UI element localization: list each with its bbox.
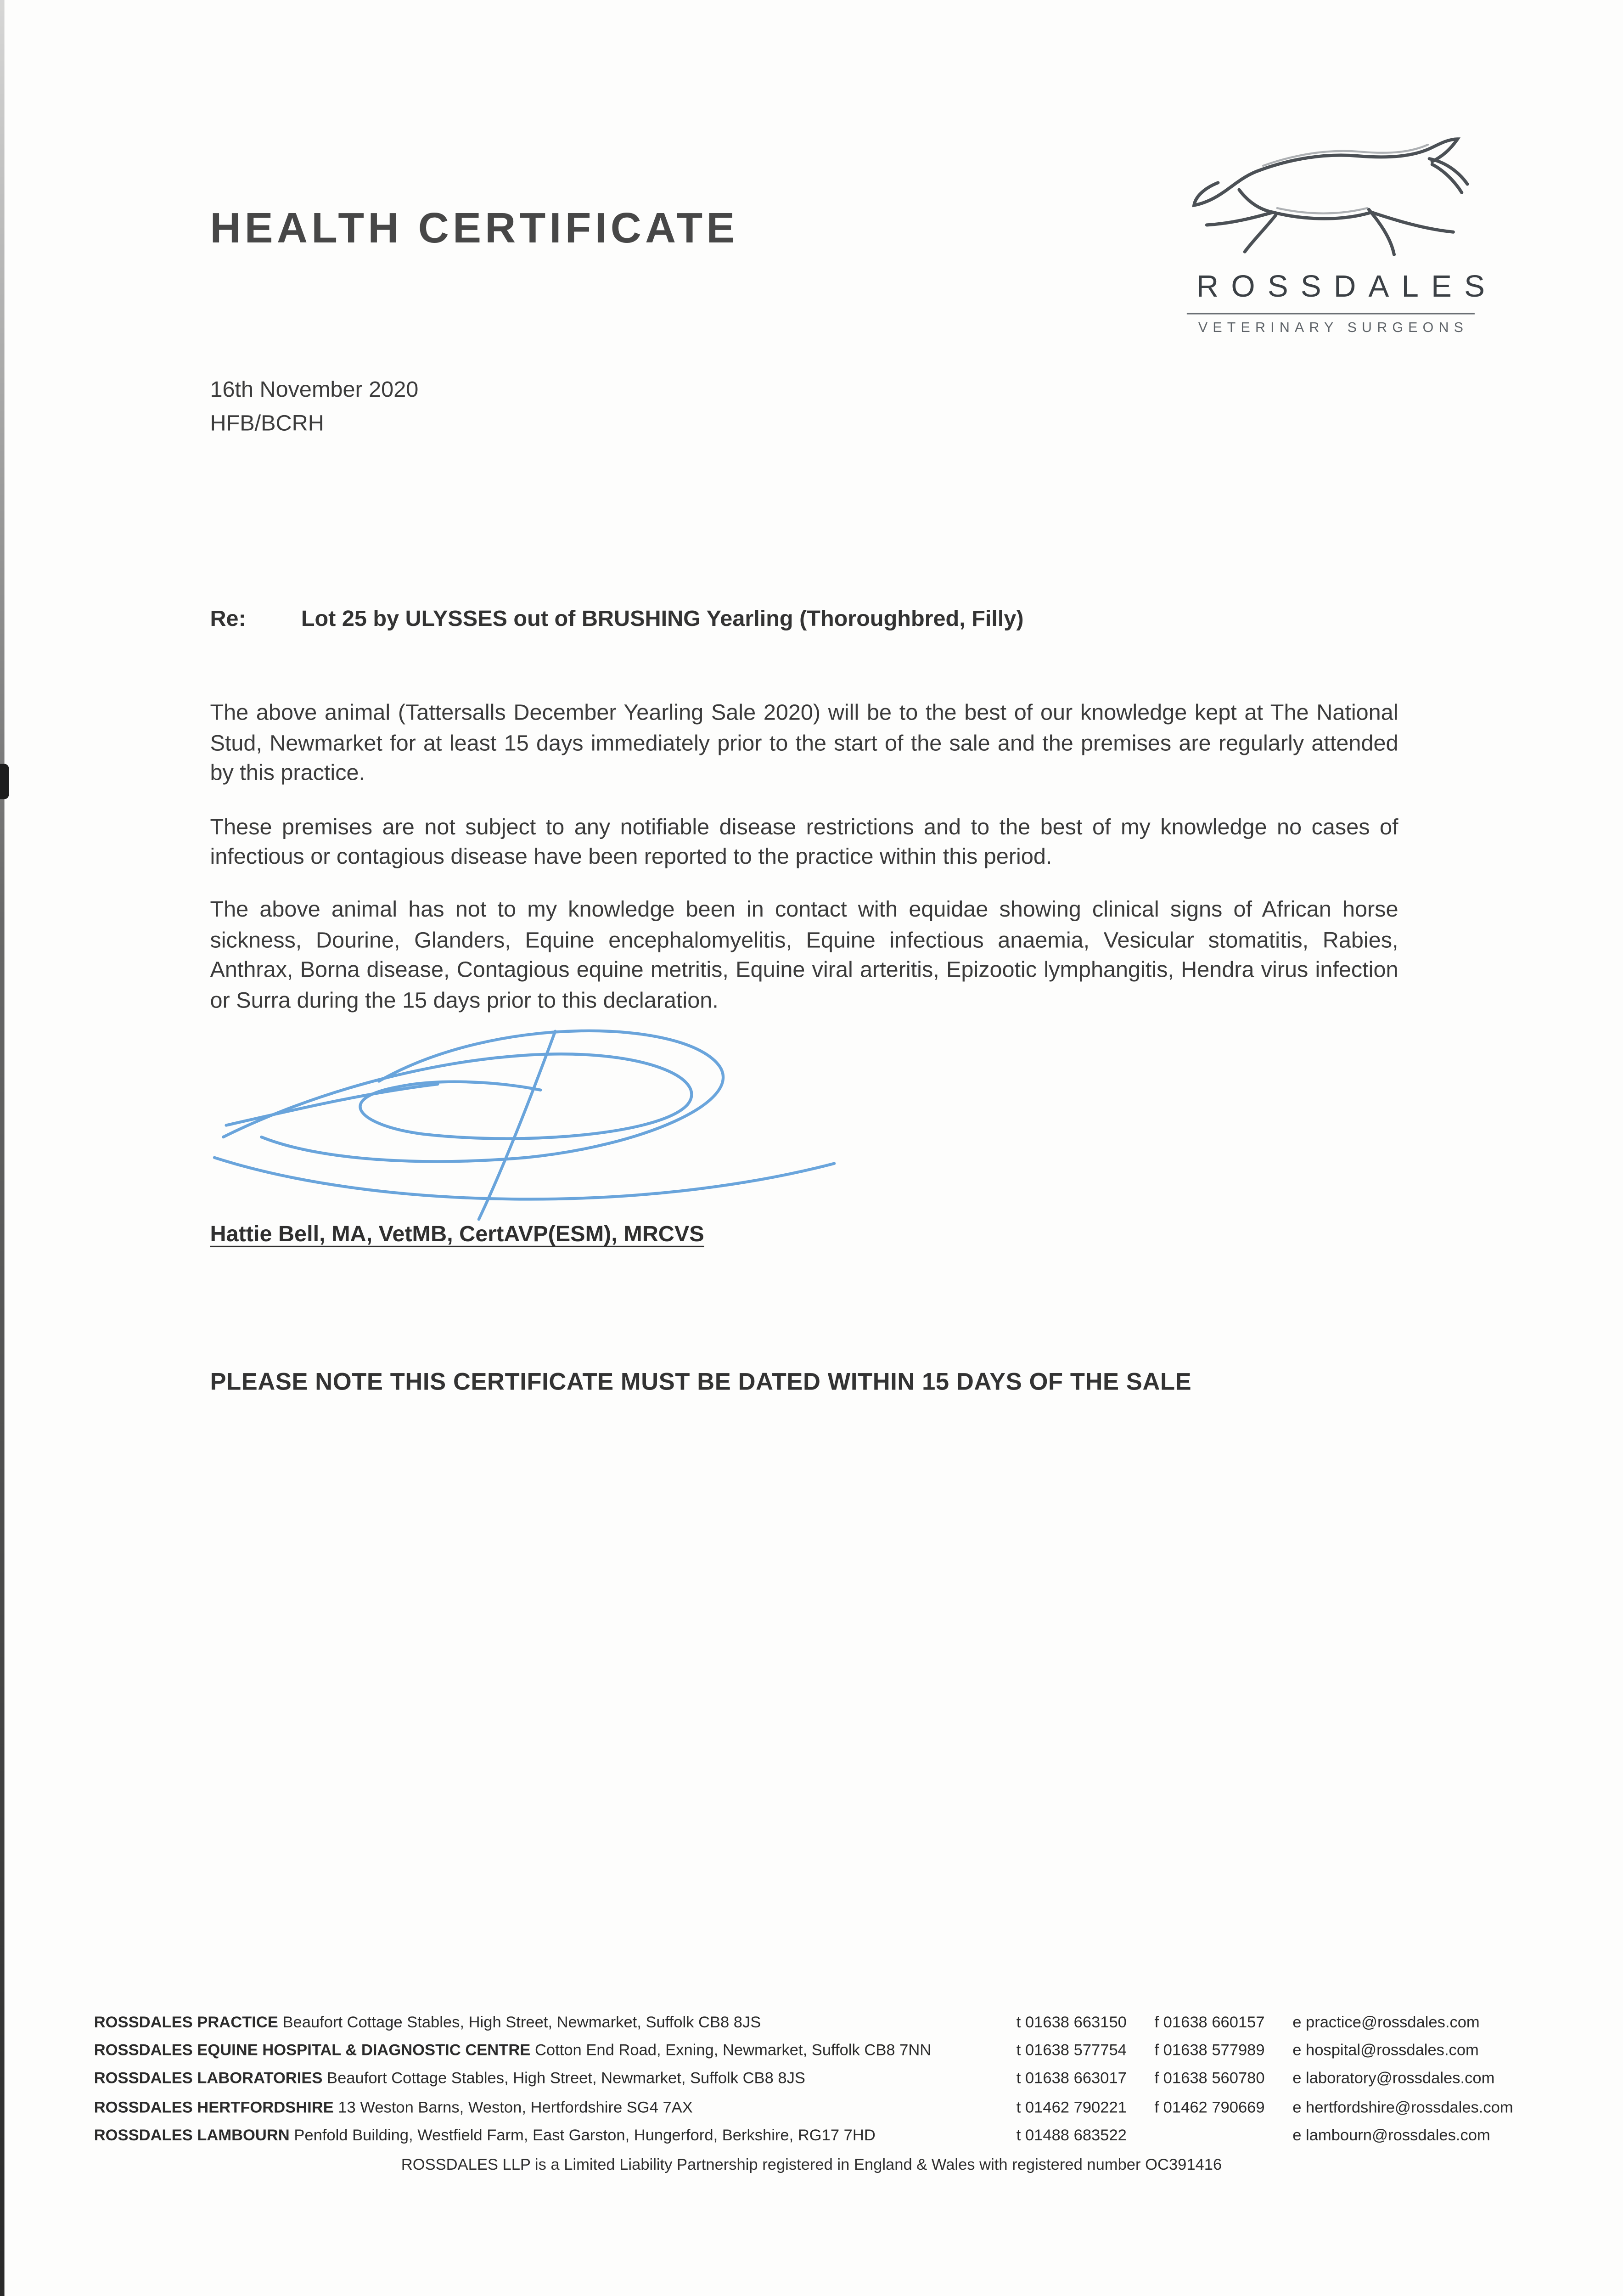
office-email: e hertfordshire@rossdales.com — [1292, 2099, 1513, 2116]
letterhead-footer — [94, 2009, 1533, 2150]
footer-office-row — [94, 2038, 1533, 2066]
footer-office-row — [94, 2066, 1533, 2094]
scan-ink-blob — [0, 764, 9, 799]
letter-body — [210, 605, 1398, 1040]
body-paragraph: These premises are not subject to any notifiable disease restrictions and to the best of my knowledge no cases of infectious or contagious disease have been reported to the practice within this period. — [210, 815, 1398, 870]
office-name: ROSSDALES PRACTICE — [94, 2014, 278, 2032]
office-telephone: t 01638 663017 — [1016, 2070, 1127, 2088]
letter-date: 16th November 2020 — [210, 377, 419, 403]
office-name: ROSSDALES HERTFORDSHIRE — [94, 2099, 334, 2116]
office-telephone: t 01638 663150 — [1016, 2014, 1127, 2032]
re-label: Re: — [210, 607, 246, 632]
logo-tagline: VETERINARY SURGEONS — [1198, 320, 1469, 337]
re-subject: Lot 25 by ULYSSES out of BRUSHING Yearling (Thoroughbred, Filly) — [301, 607, 1024, 632]
footer-office-row — [94, 2094, 1533, 2122]
handwritten-signature — [202, 1019, 860, 1228]
office-name: ROSSDALES LABORATORIES — [94, 2070, 323, 2088]
office-fax: f 01462 790669 — [1154, 2099, 1265, 2116]
office-address: Penfold Building, Westfield Farm, East Garston, Hungerford, Berkshire, RG17 7HD — [294, 2127, 876, 2145]
office-email: e lambourn@rossdales.com — [1292, 2127, 1490, 2145]
office-fax: f 01638 560780 — [1154, 2070, 1265, 2088]
office-email: e practice@rossdales.com — [1292, 2014, 1480, 2032]
rossdales-logo — [1184, 126, 1498, 337]
logo-divider — [1187, 313, 1475, 314]
office-address: Cotton End Road, Exning, Newmarket, Suffolk CB8 7NN — [534, 2042, 932, 2060]
office-email: e hospital@rossdales.com — [1292, 2042, 1479, 2060]
llp-registration-line: ROSSDALES LLP is a Limited Liability Partnership registered in England & Wales with registered number OC391416 — [401, 2156, 1222, 2174]
office-fax — [1154, 2122, 1292, 2150]
office-fax: f 01638 660157 — [1154, 2014, 1265, 2032]
signatory-name: Hattie Bell, MA, VetMB, CertAVP(ESM), MRCVS — [210, 1222, 704, 1248]
dating-notice: PLEASE NOTE THIS CERTIFICATE MUST BE DATED WITHIN 15 DAYS OF THE SALE — [210, 1369, 1192, 1396]
office-address: 13 Weston Barns, Weston, Hertfordshire SG4 7AX — [338, 2099, 693, 2116]
office-address: Beaufort Cottage Stables, High Street, Newmarket, Suffolk CB8 8JS — [327, 2070, 805, 2088]
footer-office-row — [94, 2009, 1533, 2037]
office-telephone: t 01638 577754 — [1016, 2042, 1127, 2060]
office-fax: f 01638 577989 — [1154, 2042, 1265, 2060]
office-telephone: t 01462 790221 — [1016, 2099, 1127, 2116]
office-telephone: t 01488 683522 — [1016, 2127, 1127, 2145]
office-name: ROSSDALES EQUINE HOSPITAL & DIAGNOSTIC CENTRE — [94, 2042, 531, 2060]
logo-wordmark: ROSSDALES — [1196, 270, 1498, 304]
office-email: e laboratory@rossdales.com — [1292, 2070, 1495, 2088]
office-name: ROSSDALES LAMBOURN — [94, 2127, 290, 2145]
body-paragraph: The above animal (Tattersalls December Yearling Sale 2020) will be to the best of our knowledge kept at The National Stud, Newmarket for at least 15 days immediately prior to the start of the sale and the premises are regularly attended by this practice. — [210, 701, 1398, 787]
horse-logo-icon — [1190, 126, 1471, 264]
scan-edge-artifact — [0, 0, 5, 2296]
footer-office-row — [94, 2122, 1533, 2150]
dateline — [210, 373, 418, 441]
re-line — [210, 605, 1398, 635]
page-title: HEALTH CERTIFICATE — [210, 205, 739, 253]
letter-reference: HFB/BCRH — [210, 411, 324, 437]
office-address: Beaufort Cottage Stables, High Street, Newmarket, Suffolk CB8 8JS — [282, 2014, 761, 2032]
body-paragraph: The above animal has not to my knowledge been in contact with equidae showing clinical signs of African horse sickness, Dourine, Glanders, Equine encephalomyelitis, Equine infectious anaemia, Vesicular stomatitis, Rabies, Anthrax, Borna disease, Contagious equine metritis, Equine viral arteritis, Epizootic lymphangitis, Hendra virus infection or Surra during the 15 days prior to this declaration. — [210, 898, 1398, 1013]
